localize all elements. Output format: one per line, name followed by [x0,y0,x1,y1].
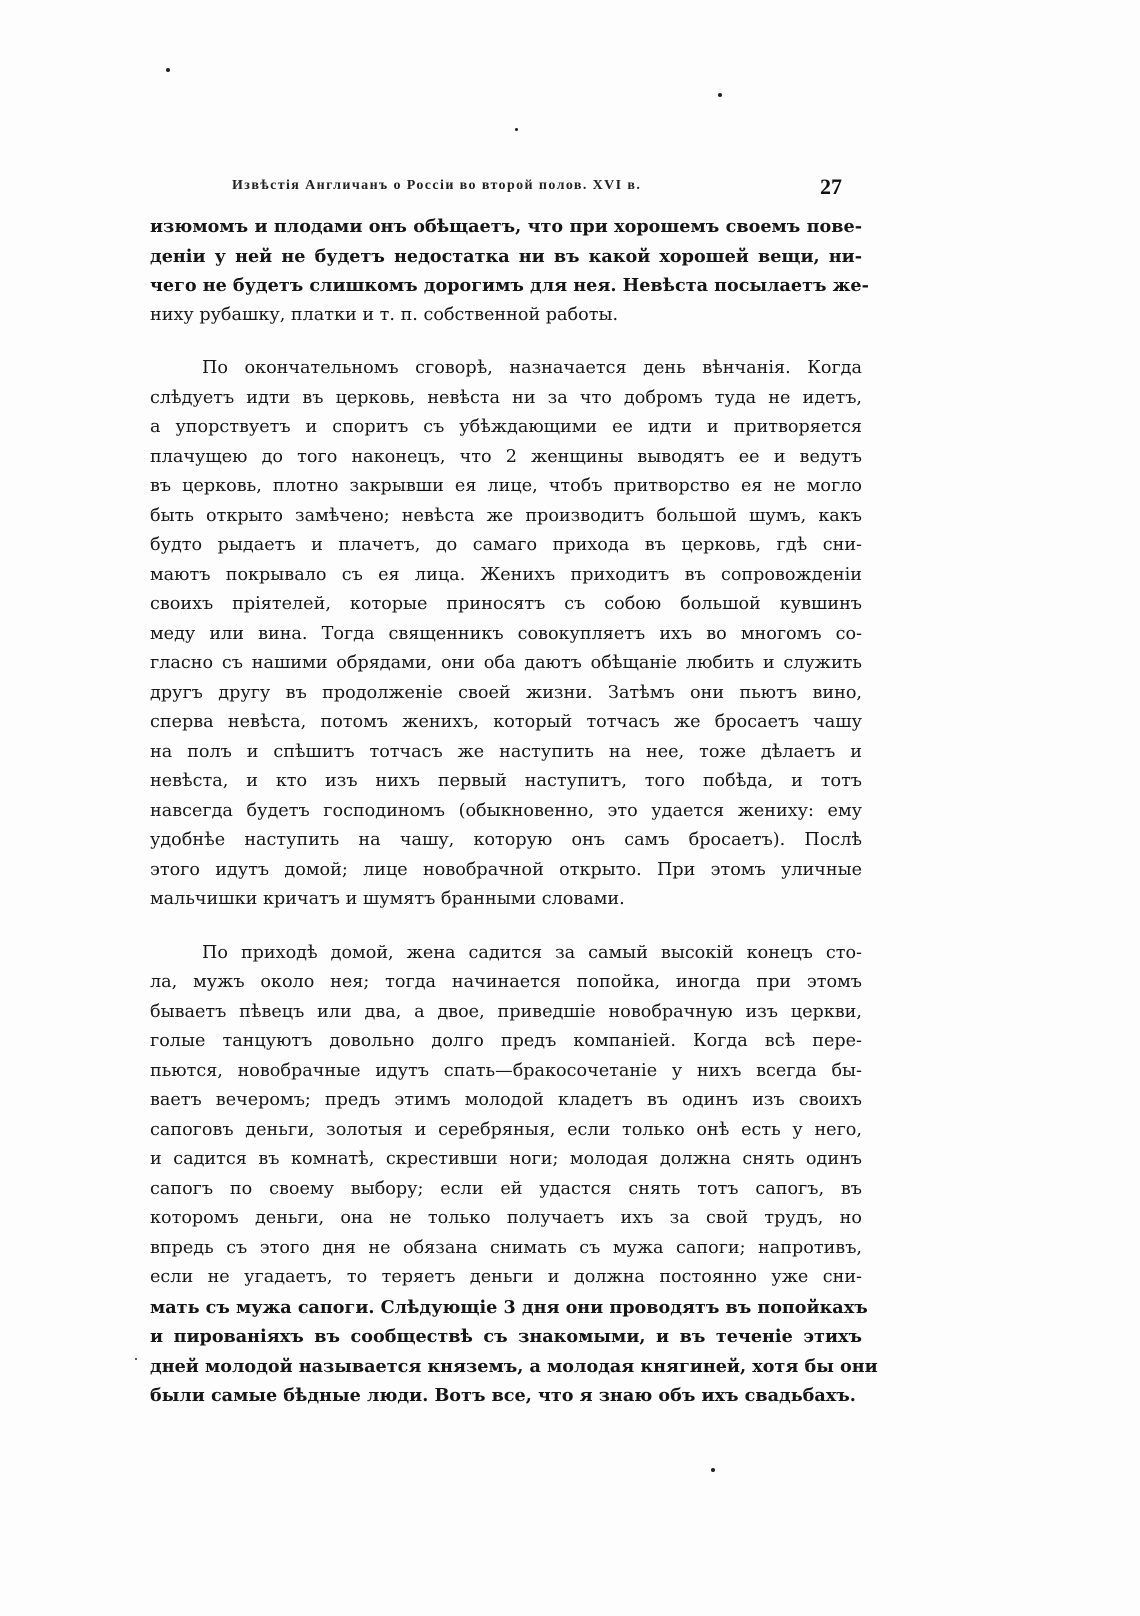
running-title: Извѣстія Англичанъ о Россіи во второй полов. XVI в. [232,178,642,193]
text-line: плачущею до того наконецъ, что 2 женщины выводятъ ее и ведутъ [150,446,862,467]
text-line: на полъ и спѣшитъ тотчасъ же наступить на нее, тоже дѣлаетъ и [150,741,862,762]
page-number: 27 [820,174,842,199]
text-line: По приходѣ домой, жена садится за самый высокій конецъ сто- [202,942,862,963]
text-line: впредь съ этого дня не обязана снимать съ мужа сапоги; напротивъ, [150,1237,862,1258]
text-line: По окончательномъ сговорѣ, назначается день вѣнчанія. Когда [202,358,862,378]
text-line: и пированіяхъ въ сообществѣ съ знакомыми, и въ теченіе этихъ [150,1326,862,1347]
text-line: маютъ покрывало съ ея лица. Женихъ приходитъ въ сопровожденіи [150,564,862,585]
text-line: ниху рубашку, платки и т. п. собственной работы. [150,304,619,325]
ink-speck [166,68,170,72]
text-line: изюмомъ и плодами онъ обѣщаетъ, что при хорошемъ своемъ пове- [150,216,862,237]
ink-speck [711,1468,715,1472]
text-line: другъ другу въ продолженіе своей жизни. Затѣмъ они пьютъ вино, [150,682,862,703]
text-line: сперва невѣста, потомъ женихъ, который тотчасъ же бросаетъ чашу [150,712,862,732]
text-line: ваетъ вечеромъ; предъ этимъ молодой кладетъ въ одинъ изъ своихъ [150,1090,862,1110]
text-line: бываетъ пѣвецъ или два, а двое, приведшіе новобрачную изъ церкви, [150,1001,862,1022]
text-line: деніи у ней не будетъ недостатка ни въ какой хорошей вещи, ни- [150,245,862,267]
text-line: удобнѣе наступить на чашу, которую онъ самъ бросаетъ). Послѣ [150,830,862,850]
text-line: дней молодой называется княземъ, а молодая княгиней, хотя бы они [150,1355,878,1377]
text-line: будто рыдаетъ и плачетъ, до самаго прихода въ церковь, гдѣ сни- [150,535,862,555]
text-line: голые танцуютъ довольно долго предъ компаніей. Когда всѣ пере- [150,1031,862,1051]
ink-speck [718,93,722,97]
text-line: мальчишки кричатъ и шумятъ бранными словами. [150,889,625,909]
text-line: ла, мужъ около нея; тогда начинается попойка, иногда при этомъ [150,972,862,992]
text-line: были самые бѣдные люди. Вотъ все, что я знаю объ ихъ свадьбахъ. [150,1385,856,1406]
text-line: а упорствуетъ и споритъ съ убѣждающими ее идти и притворяется [150,417,862,437]
paragraph [150,939,878,1411]
text-line: которомъ деньги, она не только получаетъ ихъ за свой трудъ, но [150,1208,862,1228]
text-line: слѣдуетъ идти въ церковь, невѣста ни за что добромъ туда не идетъ, [150,387,862,408]
text-line: гласно съ нашими обрядами, они оба даютъ обѣщаніе любить и служить [150,653,862,673]
ink-speck [515,128,518,131]
text-line: своихъ пріятелей, которые приносятъ съ собою большой кувшинъ [150,594,862,614]
text-line: пьются, новобрачные идутъ спать—бракосочетаніе у нихъ всегда бы- [150,1060,862,1081]
ink-speck [135,1358,137,1360]
text-line: сапогъ по своему выбору; если ей удастся снять тотъ сапогъ, въ [150,1178,862,1199]
text-line: быть открыто замѣчено; невѣста же производитъ большой шумъ, какъ [150,505,862,526]
text-line: невѣста, и кто изъ нихъ первый наступитъ, того побѣда, и тотъ [150,771,862,791]
text-line: навсегда будетъ господиномъ (обыкновенно, это удается жениху: ему [150,800,862,821]
paragraph [150,212,869,330]
text-line: и садится въ комнатѣ, скрестивши ноги; молодая должна снять одинъ [150,1149,862,1169]
text-line: сапоговъ деньги, золотыя и серебряныя, если только онѣ есть у него, [150,1119,862,1140]
page-header [200,174,850,202]
text-line: мать съ мужа сапоги. Слѣдующіе 3 дня они проводятъ въ попойкахъ [150,1296,868,1318]
paragraph-gap [150,330,862,354]
text-line: этого идутъ домой; лице новобрачной открыто. При этомъ уличные [150,859,862,880]
text-line: въ церковь, плотно закрывши ея лице, чтобъ притворство ея не могло [150,476,862,496]
text-line: меду или вина. Тогда священникъ совокупляетъ ихъ во многомъ со- [150,623,862,644]
text-line: чего не будетъ слишкомъ дорогимъ для нея. Невѣста посылаетъ же- [150,275,869,296]
paragraph-gap [150,915,862,939]
text-line: если не угадаетъ, то теряетъ деньги и должна постоянно уже сни- [150,1267,862,1287]
paragraph [150,354,862,915]
body-text [150,212,878,1411]
